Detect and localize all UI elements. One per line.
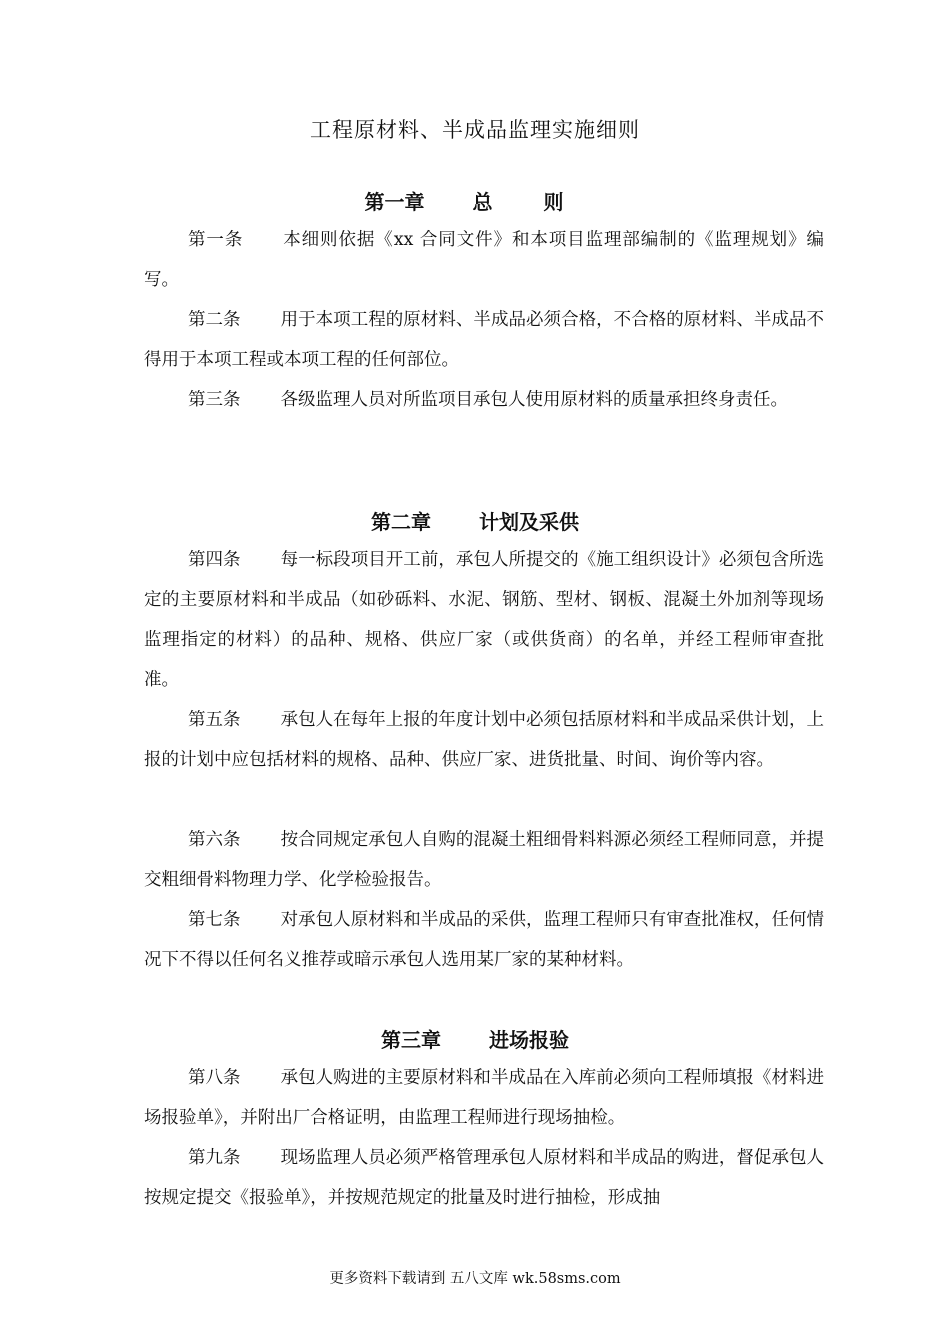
article-text: 现场监理人员必须严格管理承包人原材料和半成品的购进，督促承包人按规定提交《报验单》，并按规范规定的批量及时进行抽检，形成抽 xyxy=(144,1148,825,1208)
article-label: 第八条 xyxy=(188,1068,241,1088)
article xyxy=(144,540,824,700)
chapter-name: 总 则 xyxy=(472,190,586,214)
chapter-heading xyxy=(0,1024,950,1053)
article-text: 各级监理人员对所监项目承包人使用原材料的质量承担终身责任。 xyxy=(280,390,788,410)
chapter-number: 第二章 xyxy=(371,510,431,534)
chapter-heading xyxy=(0,186,950,215)
article-label: 第四条 xyxy=(188,550,241,570)
article-text: 每一标段项目开工前，承包人所提交的《施工组织设计》必须包含所选定的主要原材料和半成品（如砂砾料、水泥、钢筋、型材、钢板、混凝土外加剂等现场监理指定的材料）的品种、规格、供应厂家（或供货商）的名单，并经工程师审查批准。 xyxy=(144,550,825,690)
article xyxy=(144,220,824,300)
article-label: 第七条 xyxy=(188,910,241,930)
article-label: 第五条 xyxy=(188,710,241,730)
document-title: 工程原材料、半成品监理实施细则 xyxy=(310,118,640,142)
article-text: 本细则依据《xx 合同文件》和本项目监理部编制的《监理规划》编写。 xyxy=(144,230,824,290)
article-label: 第六条 xyxy=(188,830,241,850)
article xyxy=(144,300,824,380)
chapter-number: 第一章 xyxy=(364,190,425,214)
chapter-name: 计划及采供 xyxy=(479,510,579,534)
chapter-name: 进场报验 xyxy=(489,1028,569,1052)
article xyxy=(144,700,824,780)
article xyxy=(144,1138,824,1218)
article-label: 第三条 xyxy=(188,390,241,410)
article-text: 对承包人原材料和半成品的采供，监理工程师只有审查批准权，任何情况下不得以任何名义推荐或暗示承包人选用某厂家的某种材料。 xyxy=(144,910,825,970)
article-text: 承包人在每年上报的年度计划中必须包括原材料和半成品采供计划，上报的计划中应包括材料的规格、品种、供应厂家、进货批量、时间、询价等内容。 xyxy=(144,710,825,770)
article-label: 第二条 xyxy=(188,310,241,330)
article xyxy=(144,820,824,900)
article-label: 第一条 xyxy=(188,230,244,250)
article-label: 第九条 xyxy=(188,1148,241,1168)
footer-download-note: 更多资料下载请到 五八文库 wk.58sms.com xyxy=(329,1271,621,1287)
article-text: 承包人购进的主要原材料和半成品在入库前必须向工程师填报《材料进场报验单》，并附出厂合格证明，由监理工程师进行现场抽检。 xyxy=(144,1068,825,1128)
article-text: 用于本项工程的原材料、半成品必须合格，不合格的原材料、半成品不得用于本项工程或本项工程的任何部位。 xyxy=(144,310,825,370)
chapter-number: 第三章 xyxy=(381,1028,441,1052)
article xyxy=(144,380,824,420)
article-text: 按合同规定承包人自购的混凝土粗细骨料料源必须经工程师同意，并提交粗细骨料物理力学、化学检验报告。 xyxy=(144,830,825,890)
article xyxy=(144,1058,824,1138)
chapter-heading xyxy=(0,506,950,535)
article xyxy=(144,900,824,980)
